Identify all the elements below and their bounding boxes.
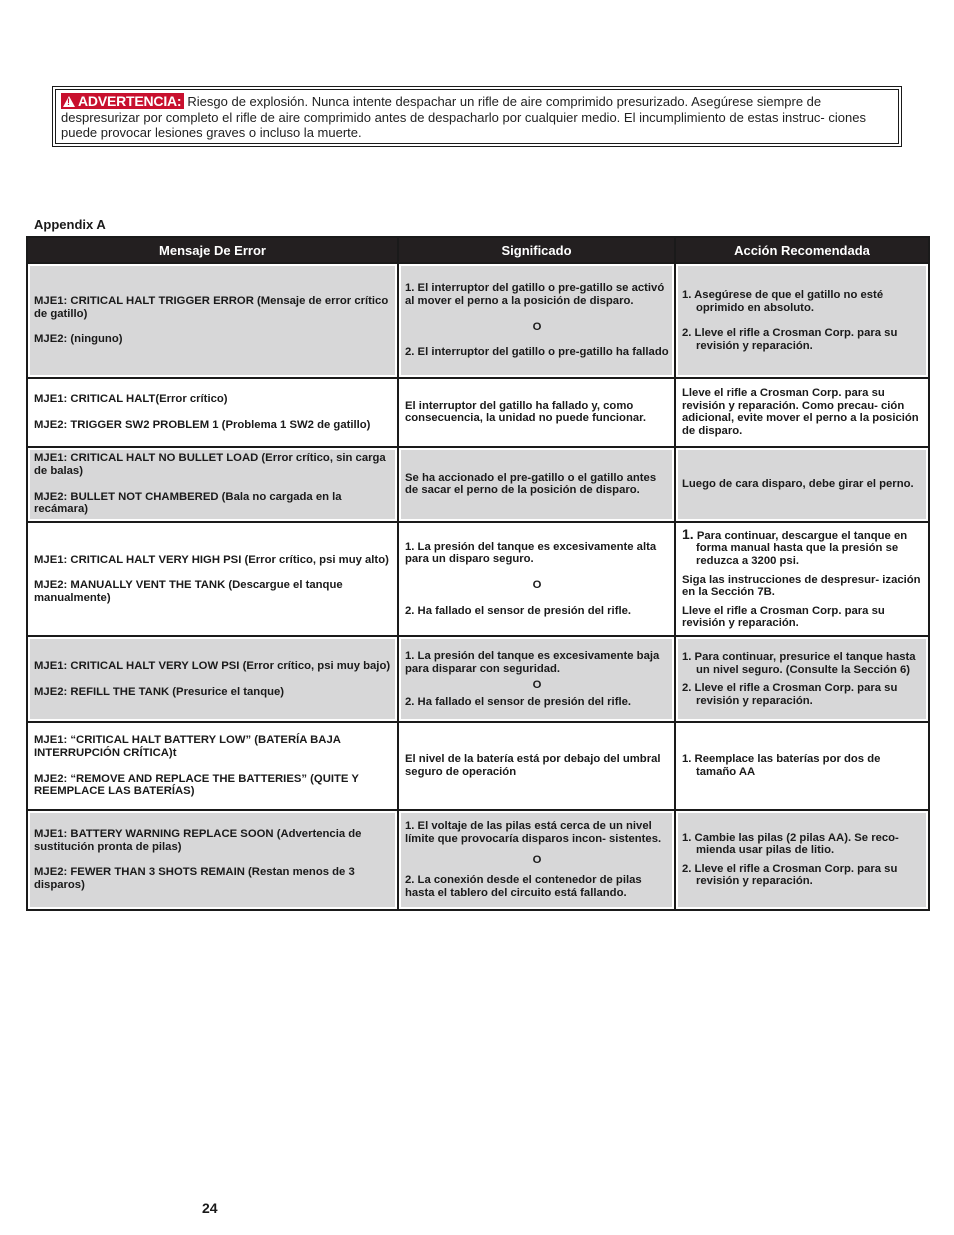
meaning-item: 1. La presión del tanque es excesivamente baja para disparar con seguridad. [405, 650, 660, 675]
table-row [28, 521, 928, 635]
header-error-message: Mensaje De Error [28, 238, 397, 262]
error-mje2: MJE2: (ninguno) [34, 333, 123, 346]
action-item: Siga las instrucciones de despresur- ización en la Sección 7B. [682, 573, 921, 599]
action-cell [674, 809, 928, 909]
error-cell [28, 809, 397, 909]
meaning-item: 2. El interruptor del gatillo o pre-gatillo ha fallado [405, 346, 669, 359]
error-cell [28, 521, 397, 635]
meaning-item: 1. La presión del tanque es excesivamente alta para un disparo seguro. [405, 540, 657, 566]
meaning-or: O [532, 320, 542, 333]
action-item: Lleve el rifle a Crosman Corp. para su revisión y reparación. Como precau- ción adicional, evite mover el perno a la posición de disparo. [682, 387, 919, 438]
action-item: 2. Lleve el rifle a Crosman Corp. para su revisión y reparación. [682, 327, 898, 352]
action-cell [674, 721, 928, 808]
action-item: Luego de cara disparo, debe girar el perno. [682, 477, 914, 490]
error-cell [28, 721, 397, 808]
meaning-item: 2. Ha fallado el sensor de presión del rifle. [405, 604, 632, 617]
meaning-cell [397, 809, 674, 909]
error-mje1: MJE1: BATTERY WARNING REPLACE SOON (Advertencia de sustitución pronta de pilas) [34, 828, 362, 853]
meaning-cell [397, 635, 674, 721]
page-number: 24 [202, 1200, 218, 1216]
table-row [28, 446, 928, 521]
action-cell [674, 635, 928, 721]
table-row [28, 809, 928, 909]
action-cell [674, 521, 928, 635]
meaning-cell [397, 446, 674, 521]
table-row [28, 721, 928, 808]
warning-label-text: ADVERTENCIA: [78, 93, 182, 109]
error-mje2: MJE2: “REMOVE AND REPLACE THE BATTERIES” (QUITE Y REEMPLACE LAS BATERÍAS) [34, 772, 359, 798]
error-cell [28, 635, 397, 721]
error-mje1: MJE1: CRITICAL HALT VERY LOW PSI (Error crítico, psi muy bajo) [34, 660, 391, 673]
warning-triangle-icon [63, 96, 75, 107]
meaning-item: 2. La conexión desde el contenedor de pilas hasta el tablero del circuito está fallando. [405, 874, 642, 899]
error-mje2: MJE2: REFILL THE TANK (Presurice el tanque) [34, 685, 285, 698]
error-mje2: MJE2: BULLET NOT CHAMBERED (Bala no cargada en la recámara) [34, 490, 342, 516]
error-mje2: MJE2: FEWER THAN 3 SHOTS REMAIN (Restan menos de 3 disparos) [34, 866, 355, 891]
meaning-cell [397, 262, 674, 377]
meaning-item: El nivel de la batería está por debajo del umbral seguro de operación [405, 753, 661, 778]
error-mje2: MJE2: TRIGGER SW2 PROBLEM 1 (Problema 1 SW2 de gatillo) [34, 418, 371, 431]
action-item: 1. Cambie las pilas (2 pilas AA). Se reco- mienda usar pilas de litio. [682, 831, 899, 857]
meaning-or: O [532, 578, 542, 591]
error-cell [28, 377, 397, 445]
error-mje1: MJE1: CRITICAL HALT NO BULLET LOAD (Error crítico, sin carga de balas) [34, 452, 386, 478]
meaning-item: El interruptor del gatillo ha fallado y, como consecuencia, la unidad no puede funcionar. [405, 399, 647, 425]
action-item: 1. Asegúrese de que el gatillo no esté oprimido en absoluto. [682, 288, 884, 314]
error-mje1: MJE1: “CRITICAL HALT BATTERY LOW” (BATERÍA BAJA INTERRUPCIÓN CRÍTICA)t [34, 734, 341, 759]
action-cell [674, 446, 928, 521]
header-meaning: Significado [397, 238, 674, 262]
error-mje1: MJE1: CRITICAL HALT(Error crítico) [34, 393, 228, 406]
action-item [682, 525, 923, 568]
warning-label [61, 93, 184, 109]
error-table [28, 238, 928, 909]
error-mje1: MJE1: CRITICAL HALT VERY HIGH PSI (Error crítico, psi muy alto) [34, 553, 389, 566]
error-mje1: MJE1: CRITICAL HALT TRIGGER ERROR (Mensaje de error crítico de gatillo) [34, 295, 389, 320]
table-row [28, 635, 928, 721]
meaning-cell [397, 521, 674, 635]
error-mje2: MJE2: MANUALLY VENT THE TANK (Descargue el tanque manualmente) [34, 579, 343, 604]
header-recommended-action: Acción Recomendada [674, 238, 928, 262]
action-item: 2. Lleve el rifle a Crosman Corp. para su revisión y reparación. [682, 682, 898, 707]
action-item: 2. Lleve el rifle a Crosman Corp. para su revisión y reparación. [682, 862, 898, 888]
action-cell [674, 262, 928, 377]
meaning-or: O [532, 853, 542, 866]
table-row [28, 262, 928, 377]
table-header-row [28, 238, 928, 262]
action-item: 1. Reemplace las baterías por dos de tamaño AA [682, 753, 881, 778]
error-cell [28, 446, 397, 521]
warning-box [52, 86, 902, 147]
error-cell [28, 262, 397, 377]
meaning-item: Se ha accionado el pre-gatillo o el gatillo antes de sacar el perno de la posición de disparo. [405, 471, 657, 497]
meaning-item: 2. Ha fallado el sensor de presión del rifle. [405, 695, 632, 708]
warning-content [55, 89, 899, 144]
meaning-or: O [532, 679, 542, 692]
warning-text: Riesgo de explosión. Nunca intente despachar un rifle de aire comprimido presurizado. Asegúrese siempre de despresurizar por completo el rifle de aire comprimido antes de despacharlo por cualquier medio. El incumplimiento de estas instruc- ciones puede provocar lesiones graves o incluso la muerte. [61, 94, 866, 140]
meaning-cell [397, 377, 674, 445]
action-cell [674, 377, 928, 445]
meaning-cell [397, 721, 674, 808]
action-number: 1. [682, 525, 694, 542]
action-item: 1. Para continuar, presurice el tanque hasta un nivel seguro. (Consulte la Sección 6) [682, 651, 916, 676]
table-row [28, 377, 928, 445]
action-text: Para continuar, descargue el tanque en forma manual hasta que la presión se reduzca a 3200 psi. [696, 529, 908, 568]
meaning-item: 1. El voltaje de las pilas está cerca de un nivel límite que provocaría disparos incon- sistentes. [405, 820, 662, 845]
meaning-item: 1. El interruptor del gatillo o pre-gatillo se activó al mover el perno a la posición de disparo. [405, 282, 665, 308]
action-item: Lleve el rifle a Crosman Corp. para su revisión y reparación. [682, 604, 885, 630]
error-table-frame [26, 236, 930, 911]
appendix-title: Appendix A [34, 217, 106, 232]
